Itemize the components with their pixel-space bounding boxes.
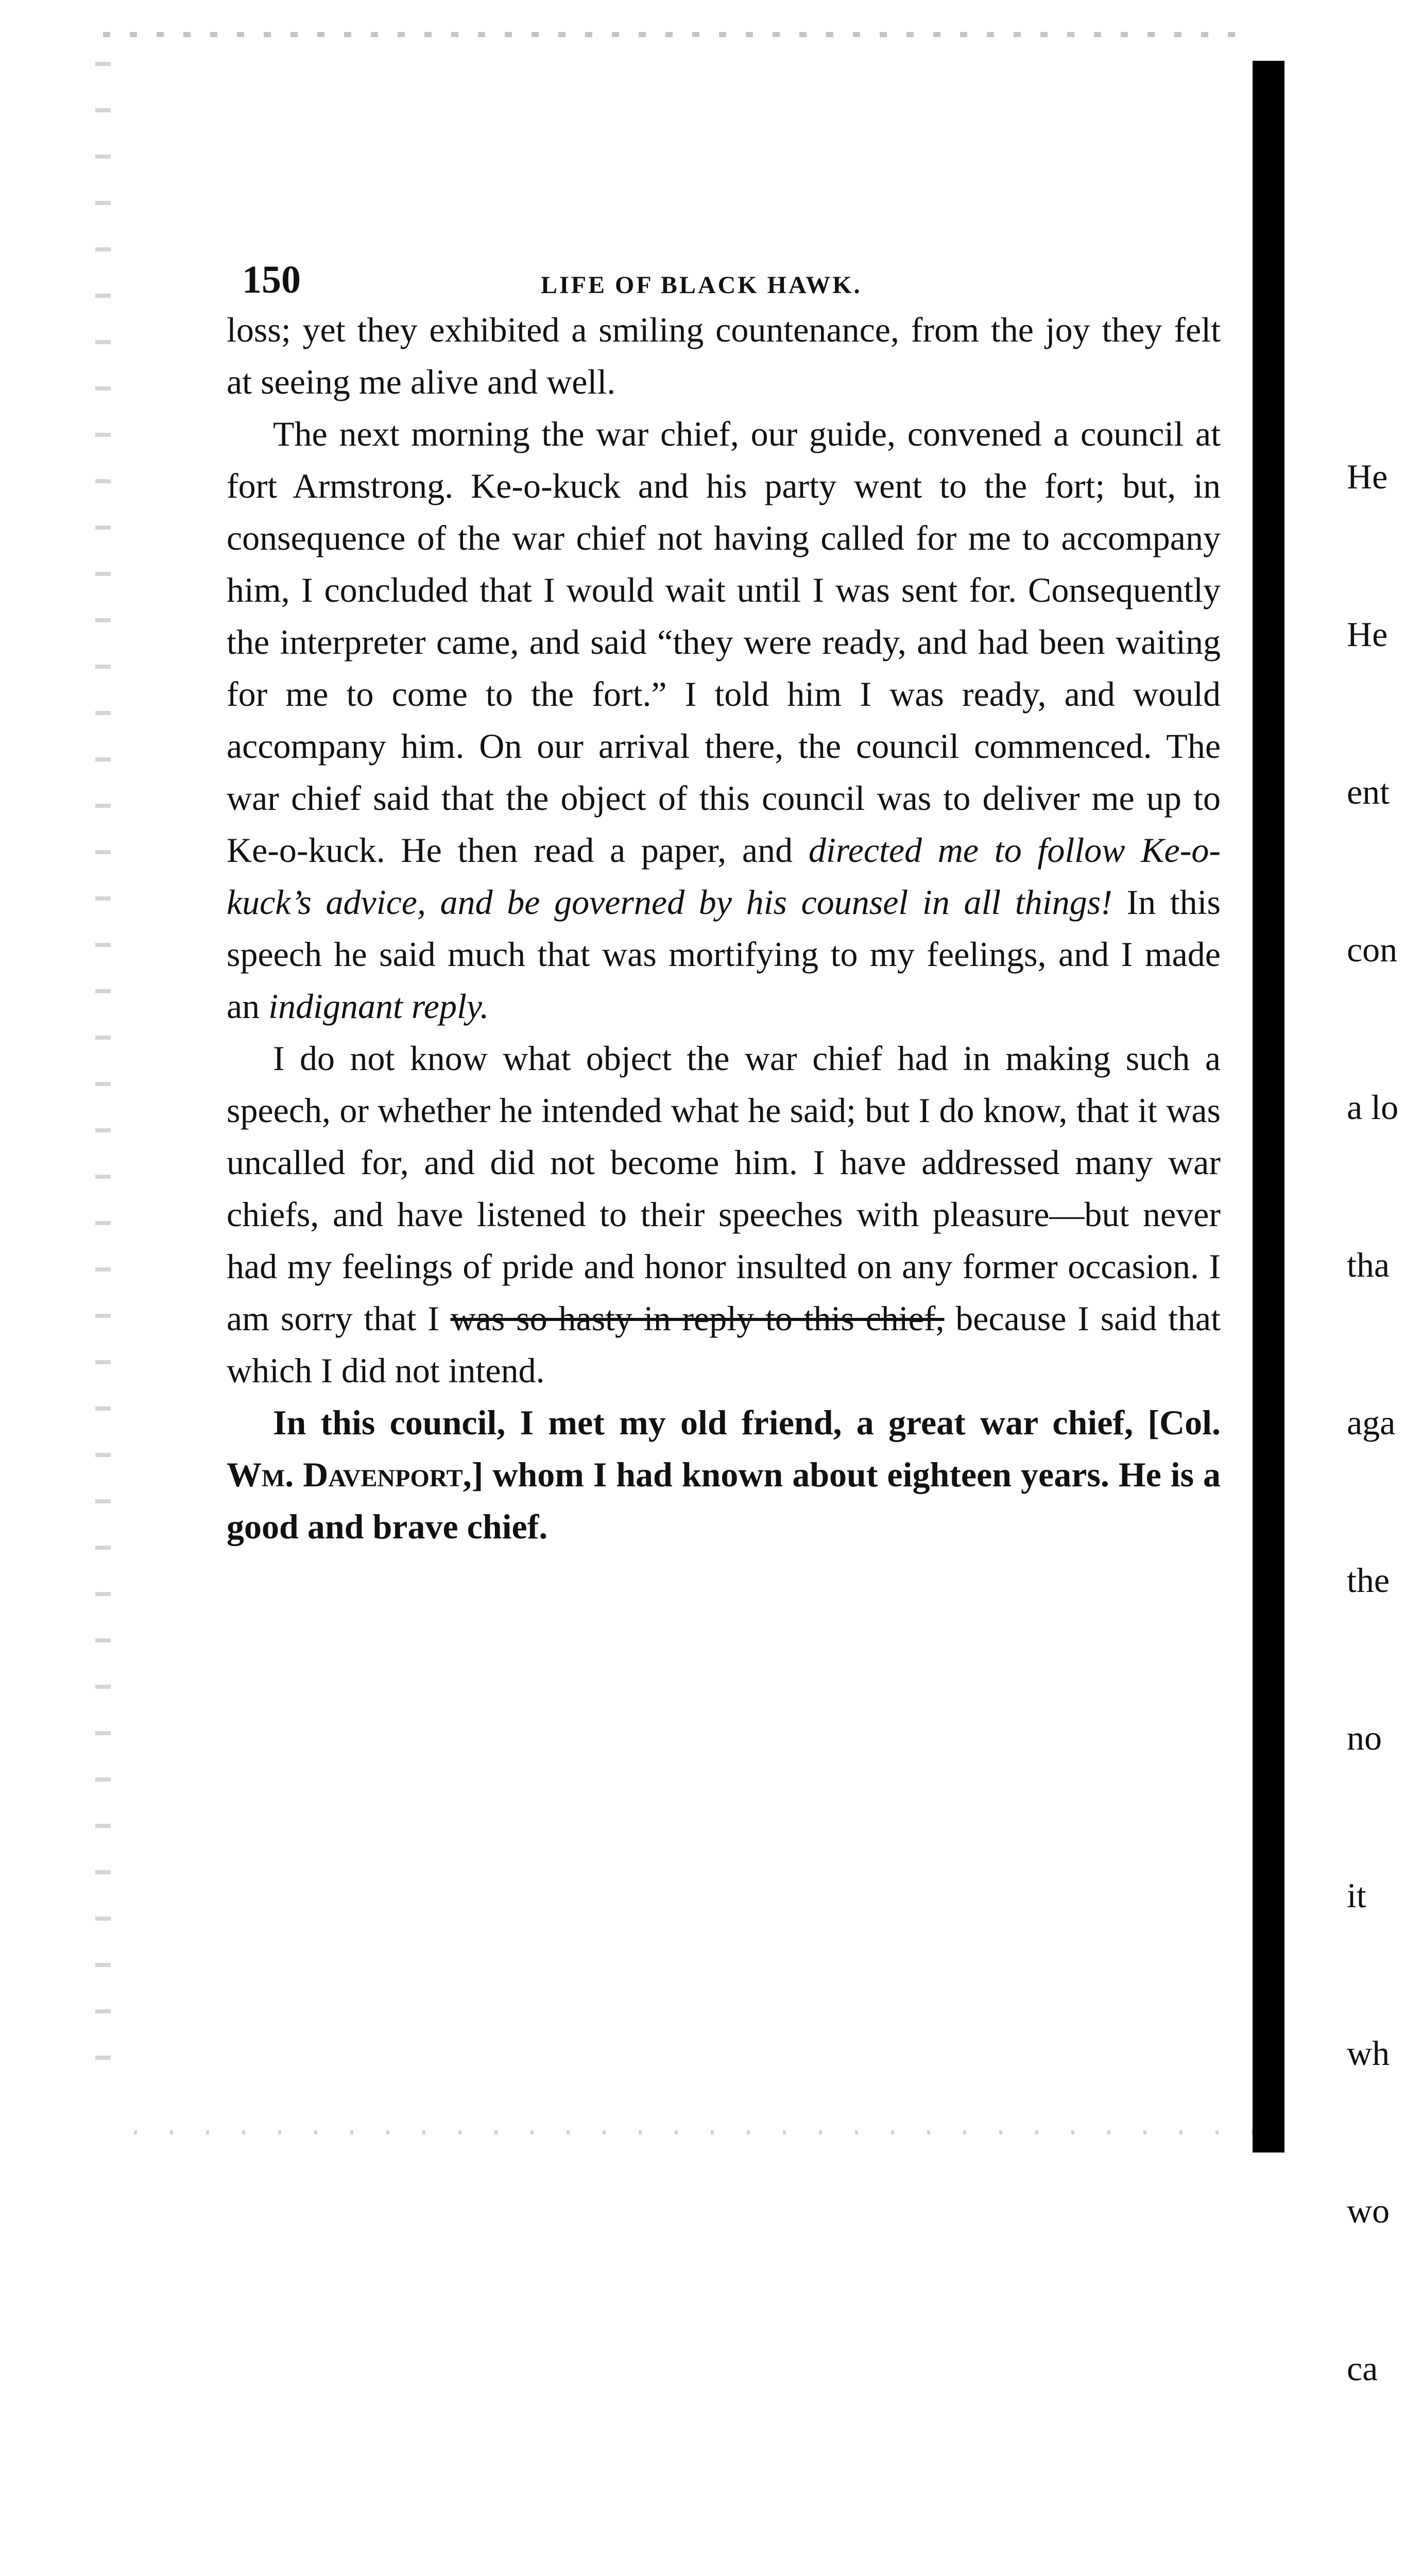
body-text [227, 304, 1221, 1553]
scan-noise-top [103, 32, 1236, 37]
facing-page-fragments [1347, 345, 1422, 2576]
paragraph-2-italic-reply: indignant reply. [268, 987, 489, 1026]
paragraph-2 [227, 408, 1221, 1032]
facing-line: a lo [1347, 1088, 1399, 1127]
scan-noise-left-margin [95, 62, 111, 2097]
facing-line: it [1347, 1876, 1366, 1915]
paragraph-4-name: Wm. Davenport, [227, 1455, 472, 1494]
paragraph-2-continuation: In this speech he said much that was mortifying to my feelings, and I made an [227, 883, 1221, 1026]
paragraph-2-italic-quote: directed me to follow Ke-o-kuck’s advice, and be governed by his counsel in all things! [227, 831, 1221, 922]
facing-line: the [1347, 1561, 1390, 1600]
book-gutter-edge [1253, 61, 1284, 2153]
facing-line: ent [1347, 772, 1390, 811]
paragraph-3-ending: because I said that which I did not intend. [227, 1299, 1221, 1390]
paragraph-3 [227, 1032, 1221, 1397]
running-head-title: LIFE OF BLACK HAWK. [541, 272, 862, 299]
facing-line: con [1347, 930, 1398, 969]
facing-line: no [1347, 1718, 1382, 1757]
facing-line: ca [1347, 2349, 1378, 2388]
book-page [227, 247, 1221, 1553]
paragraph-3-text: I do not know what object the war chief had in making such a speech, or whether he intended what he said; but I do know, that it was uncalled for, and did not become him. I have addressed many war chiefs, and have listened to their speeches with pleasure—but never had my feelings of pride and honor insulted on any former occasion. I am sorry that I [227, 1039, 1221, 1338]
paragraph-3-struck-text: was so hasty in reply to this chief, [450, 1299, 945, 1338]
facing-line: wo [1347, 2191, 1390, 2230]
page-number: 150 [242, 258, 301, 301]
facing-line: He [1347, 457, 1388, 496]
facing-line: tha [1347, 1245, 1390, 1284]
scan-noise-bottom [134, 2130, 1267, 2134]
paragraph-2-text: The next morning the war chief, our guide, convened a council at fort Armstrong. Ke-o-kuck and his party went to the fort; but, in consequence of the war chief not having called for me to accompany him, I concluded that I would wait until I was sent for. Consequently the interpreter came, and said “they were ready, and had been waiting for me to come to the fort.” I told him I was ready, and would accompany him. On our arrival there, the council commenced. The war chief said that the object of this council was to deliver me up to Ke-o-kuck. He then read a paper, and [227, 414, 1221, 870]
facing-line: aga [1347, 1403, 1396, 1442]
running-head [227, 247, 1221, 304]
facing-line: He [1347, 615, 1388, 654]
paragraph-4-text: In this council, I met my old friend, a great war chief, [Col. [273, 1403, 1221, 1442]
facing-line-gap [1347, 2500, 1422, 2552]
paragraph-4 [227, 1397, 1221, 1553]
facing-line: wh [1347, 2033, 1390, 2073]
paragraph-4-ending: ] whom I had known about eighteen years. He is a good and brave chief. [227, 1455, 1221, 1546]
paragraph-1: loss; yet they exhibited a smiling countenance, from the joy they felt at seeing me alive and well. [227, 310, 1221, 401]
